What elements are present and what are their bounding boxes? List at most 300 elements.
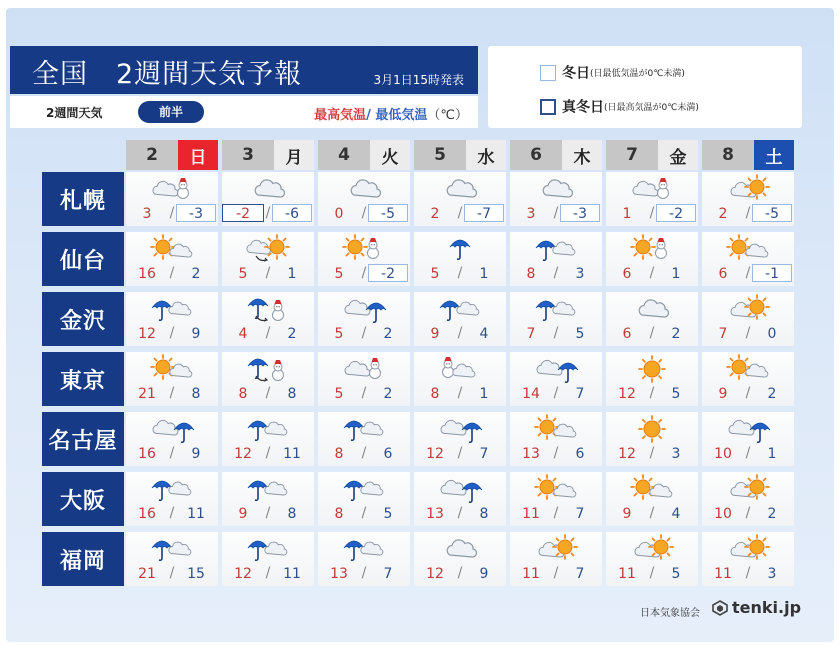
temperature-pair: [702, 384, 794, 404]
forecast-cell: [414, 232, 506, 286]
cloud-umbrella-icon: [342, 294, 386, 324]
fuyubi-note: (日最低気温が0℃未満): [590, 69, 685, 79]
temp-low: 5: [671, 566, 681, 582]
umbrella-cloud-icon: [150, 294, 194, 324]
temperature-pair: [606, 204, 698, 224]
temp-high: 9: [430, 326, 440, 342]
temp-low: 8: [479, 506, 489, 522]
temp-low: -5: [752, 204, 792, 222]
day-header: [702, 140, 794, 170]
temperature-pair: [414, 564, 506, 584]
temperature-pair: [702, 504, 794, 524]
temp-divider: /: [553, 205, 559, 221]
forecast-cell: [510, 472, 602, 526]
temp-divider: /: [169, 505, 175, 521]
temp-low: 1: [767, 446, 777, 462]
temp-high: 1: [622, 206, 632, 222]
temp-high: 13: [522, 446, 540, 462]
temp-high: 8: [334, 506, 344, 522]
cloud-sun-icon: [630, 534, 674, 564]
temp-high: 6: [622, 266, 632, 282]
temp-divider: /: [649, 325, 655, 341]
umbrella-cloud-icon: [438, 294, 482, 324]
cloud-umbrella-icon: [534, 354, 578, 384]
city-label: 名古屋: [42, 412, 124, 466]
temp-low: 8: [191, 386, 201, 402]
tenki-mark-icon: [712, 600, 728, 616]
temp-low: -2: [368, 264, 408, 282]
umbrella-snow-icon: [246, 354, 290, 384]
forecast-cell: [318, 532, 410, 586]
temp-low: 2: [287, 326, 297, 342]
forecast-cell: [606, 292, 698, 346]
forecast-cell: [222, 292, 314, 346]
temperature-pair: [606, 444, 698, 464]
day-header: [510, 140, 602, 170]
temperature-pair: [222, 264, 314, 284]
temp-divider: /: [553, 265, 559, 281]
forecast-cell: [414, 352, 506, 406]
temp-high: -2: [222, 204, 264, 222]
temp-low: -3: [560, 204, 600, 222]
temp-divider: /: [649, 205, 655, 221]
temp-high: 12: [234, 566, 252, 582]
temp-high: 14: [522, 386, 540, 402]
temp-divider: /: [361, 385, 367, 401]
temperature-pair: [318, 384, 410, 404]
forecast-cell: [126, 172, 218, 226]
temp-high: 12: [618, 386, 636, 402]
temp-low: 9: [191, 326, 201, 342]
cloud-icon: [342, 174, 386, 204]
umbrella-cloud-icon: [150, 534, 194, 564]
temperature-pair: [318, 504, 410, 524]
temperature-pair: [126, 564, 218, 584]
temp-high: 5: [334, 326, 344, 342]
cloud-umbrella-icon: [726, 414, 770, 444]
temp-high: 4: [238, 326, 248, 342]
temp-high: 9: [718, 386, 728, 402]
forecast-cell: [318, 232, 410, 286]
forecast-cell: [510, 232, 602, 286]
temp-divider: /: [361, 565, 367, 581]
mafuyubi-note: (日最高気温が0℃未満): [604, 103, 699, 113]
forecast-cell: [702, 232, 794, 286]
temperature-pair: [126, 444, 218, 464]
temp-divider: /: [649, 565, 655, 581]
temp-divider: /: [457, 505, 463, 521]
day-of-week: 木: [562, 140, 602, 170]
temp-divider: /: [457, 385, 463, 401]
issued-time: 3月1日15時発表: [373, 73, 464, 87]
cloud-sun-icon: [726, 174, 770, 204]
temperature-pair: [414, 204, 506, 224]
day-number: 8: [702, 140, 754, 170]
forecast-cell: [510, 532, 602, 586]
forecast-cell: [414, 472, 506, 526]
forecast-cell: [222, 412, 314, 466]
temperature-pair: [222, 564, 314, 584]
forecast-cell: [510, 352, 602, 406]
temperature-pair: [222, 504, 314, 524]
temperature-pair: [222, 444, 314, 464]
temp-low: 2: [383, 326, 393, 342]
temperature-pair: [318, 264, 410, 284]
temp-divider: /: [457, 325, 463, 341]
cloud-sun-icon: [726, 294, 770, 324]
temperature-pair: [126, 384, 218, 404]
cloud-snow-icon: [630, 174, 674, 204]
temp-divider: /: [265, 205, 271, 221]
city-label: 金沢: [42, 292, 124, 346]
title-bar: [10, 46, 478, 94]
temp-divider: /: [265, 385, 271, 401]
temp-divider: /: [169, 205, 175, 221]
temp-high: 3: [526, 206, 536, 222]
tenki-logo: [712, 598, 801, 617]
forecast-cell: [318, 472, 410, 526]
day-number: 5: [414, 140, 466, 170]
temp-low: 7: [575, 566, 585, 582]
temperature-pair: [126, 504, 218, 524]
temp-divider: /: [457, 445, 463, 461]
temp-low: 1: [671, 266, 681, 282]
temp-low: 5: [575, 326, 585, 342]
umbrella-cloud-icon: [534, 294, 578, 324]
temp-divider: /: [745, 265, 751, 281]
temp-low: 5: [671, 386, 681, 402]
temp-divider: /: [265, 445, 271, 461]
temp-divider: /: [649, 265, 655, 281]
temp-high: 5: [334, 386, 344, 402]
temp-high: 5: [430, 266, 440, 282]
temp-lo-label: 最低気温: [375, 108, 428, 123]
umbrella-cloud-icon: [246, 414, 290, 444]
forecast-cell: [126, 472, 218, 526]
temperature-pair: [606, 384, 698, 404]
sun-snow-icon: [630, 234, 674, 264]
temp-low: 9: [479, 566, 489, 582]
umbrella-cloud-icon: [342, 474, 386, 504]
temp-low: 3: [671, 446, 681, 462]
temp-high: 10: [714, 446, 732, 462]
temperature-pair: [126, 324, 218, 344]
temp-high: 16: [138, 506, 156, 522]
forecast-cell: [606, 172, 698, 226]
temperature-pair: [318, 564, 410, 584]
temp-high: 12: [618, 446, 636, 462]
day-number: 4: [318, 140, 370, 170]
temp-divider: /: [553, 385, 559, 401]
temp-high: 21: [138, 386, 156, 402]
city-label: 東京: [42, 352, 124, 406]
sun-icon: [630, 354, 674, 384]
city-label: 福岡: [42, 532, 124, 586]
cloud-sun-icon: [534, 534, 578, 564]
temp-low: 6: [383, 446, 393, 462]
temperature-pair: [222, 384, 314, 404]
forecast-cell: [414, 172, 506, 226]
temp-high: 7: [526, 326, 536, 342]
cloud-icon: [246, 174, 290, 204]
temp-low: 1: [479, 386, 489, 402]
temp-high: 10: [714, 506, 732, 522]
temp-divider: /: [361, 325, 367, 341]
city-label: 大阪: [42, 472, 124, 526]
forecast-cell: [702, 172, 794, 226]
day-number: 6: [510, 140, 562, 170]
day-of-week: 日: [178, 140, 218, 170]
forecast-cell: [510, 292, 602, 346]
temperature-pair: [702, 564, 794, 584]
temp-high: 6: [622, 326, 632, 342]
umbrella-cloud-icon: [342, 534, 386, 564]
legend-fuyubi: [540, 62, 685, 82]
forecast-cell: [126, 412, 218, 466]
temperature-pair: [222, 324, 314, 344]
temperature-pair: [126, 264, 218, 284]
temperature-pair: [414, 264, 506, 284]
temp-low: 15: [187, 566, 205, 582]
temp-low: 2: [767, 506, 777, 522]
temp-low: 9: [191, 446, 201, 462]
cloud-snow-icon: [150, 174, 194, 204]
forecast-cell: [606, 412, 698, 466]
cloud-icon: [438, 534, 482, 564]
temp-divider: /: [553, 565, 559, 581]
temperature-pair: [606, 564, 698, 584]
temp-divider: /: [745, 505, 751, 521]
brand-name: tenki.jp: [732, 598, 802, 617]
temp-high: 8: [430, 386, 440, 402]
cloud-sun-icon: [726, 474, 770, 504]
forecast-cell: [414, 412, 506, 466]
umbrella-cloud-icon: [534, 234, 578, 264]
day-header: [222, 140, 314, 170]
temp-divider: /: [553, 445, 559, 461]
temp-legend: [314, 104, 468, 123]
temp-divider: /: [265, 325, 271, 341]
cloud-snow-icon: [342, 354, 386, 384]
cloud-sun-turn-icon: [246, 234, 290, 264]
sub-bar: [10, 96, 478, 128]
umbrella-cloud-icon: [150, 474, 194, 504]
temp-high: 5: [238, 266, 248, 282]
temperature-pair: [702, 444, 794, 464]
temp-divider: /: [457, 265, 463, 281]
day-header: [414, 140, 506, 170]
temperature-pair: [222, 204, 314, 224]
temp-divider: /: [745, 565, 751, 581]
temp-high: 12: [426, 566, 444, 582]
temp-divider: /: [265, 565, 271, 581]
umbrella-icon: [438, 234, 482, 264]
sun-cloud-icon: [534, 414, 578, 444]
day-number: 2: [126, 140, 178, 170]
temp-low: 7: [383, 566, 393, 582]
day-header: [606, 140, 698, 170]
temp-low: 8: [287, 386, 297, 402]
city-label: 仙台: [42, 232, 124, 286]
temp-low: 1: [479, 266, 489, 282]
temp-low: 6: [575, 446, 585, 462]
umbrella-cloud-icon: [246, 534, 290, 564]
temp-divider: /: [265, 505, 271, 521]
forecast-cell: [222, 352, 314, 406]
sun-cloud-icon: [150, 354, 194, 384]
temp-high: 2: [718, 206, 728, 222]
mafuyubi-label: 真冬日: [562, 99, 604, 116]
cloud-icon: [630, 294, 674, 324]
temp-high: 9: [622, 506, 632, 522]
jwa-credit: 日本気象協会: [640, 608, 700, 619]
temp-divider: /: [553, 325, 559, 341]
temperature-pair: [510, 444, 602, 464]
forecast-cell: [702, 532, 794, 586]
temp-divider: /: [169, 565, 175, 581]
temp-high: 8: [238, 386, 248, 402]
forecast-cell: [606, 232, 698, 286]
temp-high: 11: [714, 566, 732, 582]
temp-high: 12: [234, 446, 252, 462]
temperature-pair: [510, 504, 602, 524]
temp-divider: /: [361, 265, 367, 281]
temp-high: 11: [618, 566, 636, 582]
day-header: [318, 140, 410, 170]
fuyubi-swatch: [540, 65, 556, 81]
temp-high: 8: [334, 446, 344, 462]
forecast-cell: [606, 532, 698, 586]
temp-low: 5: [383, 506, 393, 522]
temp-divider: /: [649, 385, 655, 401]
temp-divider: /: [361, 205, 367, 221]
temperature-pair: [702, 204, 794, 224]
cloud-umbrella-icon: [438, 474, 482, 504]
temp-divider: /: [745, 325, 751, 341]
temp-low: 4: [671, 506, 681, 522]
temp-high: 21: [138, 566, 156, 582]
temp-high: 11: [522, 566, 540, 582]
temp-high: 7: [718, 326, 728, 342]
temp-divider: /: [457, 565, 463, 581]
forecast-cell: [318, 352, 410, 406]
day-of-week: 水: [466, 140, 506, 170]
sun-cloud-icon: [726, 354, 770, 384]
cloud-icon: [534, 174, 578, 204]
temp-high: 0: [334, 206, 344, 222]
temperature-pair: [414, 324, 506, 344]
temp-low: -3: [176, 204, 216, 222]
day-of-week: 土: [754, 140, 794, 170]
temp-low: 7: [479, 446, 489, 462]
temp-divider: /: [265, 265, 271, 281]
temperature-pair: [510, 384, 602, 404]
sun-cloud-icon: [150, 234, 194, 264]
temp-hi-label: 最高気温: [314, 108, 367, 123]
temp-low: 1: [287, 266, 297, 282]
forecast-cell: [318, 292, 410, 346]
temp-low: -1: [752, 264, 792, 282]
temp-high: 13: [330, 566, 348, 582]
temp-high: 8: [526, 266, 536, 282]
temp-low: 7: [575, 506, 585, 522]
day-of-week: 火: [370, 140, 410, 170]
temp-low: 11: [283, 446, 301, 462]
temperature-pair: [510, 564, 602, 584]
forecast-cell: [222, 232, 314, 286]
temp-divider: /: [745, 445, 751, 461]
forecast-cell: [222, 172, 314, 226]
forecast-cell: [510, 412, 602, 466]
sun-snow-icon: [342, 234, 386, 264]
forecast-cell: [702, 352, 794, 406]
day-header: [126, 140, 218, 170]
umbrella-cloud-icon: [342, 414, 386, 444]
temp-sep: /: [366, 108, 376, 123]
temp-high: 11: [522, 506, 540, 522]
forecast-cell: [414, 292, 506, 346]
temp-low: 2: [767, 386, 777, 402]
forecast-cell: [318, 172, 410, 226]
temperature-pair: [318, 204, 410, 224]
temperature-pair: [126, 204, 218, 224]
temp-high: 12: [426, 446, 444, 462]
temp-divider: /: [361, 445, 367, 461]
forecast-cell: [702, 292, 794, 346]
temperature-pair: [510, 264, 602, 284]
cloud-icon: [438, 174, 482, 204]
temp-high: 12: [138, 326, 156, 342]
temp-high: 2: [430, 206, 440, 222]
day-number: 7: [606, 140, 658, 170]
temperature-pair: [414, 384, 506, 404]
temp-low: 3: [767, 566, 777, 582]
temperature-pair: [606, 324, 698, 344]
temp-divider: /: [457, 205, 463, 221]
city-label: 札幌: [42, 172, 124, 226]
fuyubi-label: 冬日: [562, 65, 590, 82]
cloud-umbrella-icon: [150, 414, 194, 444]
day-of-week: 金: [658, 140, 698, 170]
day-of-week: 月: [274, 140, 314, 170]
temp-high: 16: [138, 266, 156, 282]
forecast-cell: [510, 172, 602, 226]
temp-divider: /: [169, 385, 175, 401]
cloud-sun-icon: [726, 534, 770, 564]
temp-low: 2: [671, 326, 681, 342]
temp-divider: /: [745, 385, 751, 401]
forecast-cell: [222, 472, 314, 526]
temp-divider: /: [649, 445, 655, 461]
forecast-cell: [414, 532, 506, 586]
snow-cloud-icon: [438, 354, 482, 384]
temp-divider: /: [745, 205, 751, 221]
cold-day-legend: [488, 46, 802, 128]
sun-icon: [630, 414, 674, 444]
forecast-cell: [606, 352, 698, 406]
umbrella-cloud-icon: [246, 474, 290, 504]
temp-low: 11: [283, 566, 301, 582]
forecast-cell: [318, 412, 410, 466]
temperature-pair: [606, 504, 698, 524]
temp-divider: /: [169, 445, 175, 461]
sun-cloud-icon: [726, 234, 770, 264]
temperature-pair: [414, 444, 506, 464]
temperature-pair: [318, 324, 410, 344]
temp-low: 11: [187, 506, 205, 522]
temperature-pair: [510, 204, 602, 224]
sun-cloud-icon: [630, 474, 674, 504]
